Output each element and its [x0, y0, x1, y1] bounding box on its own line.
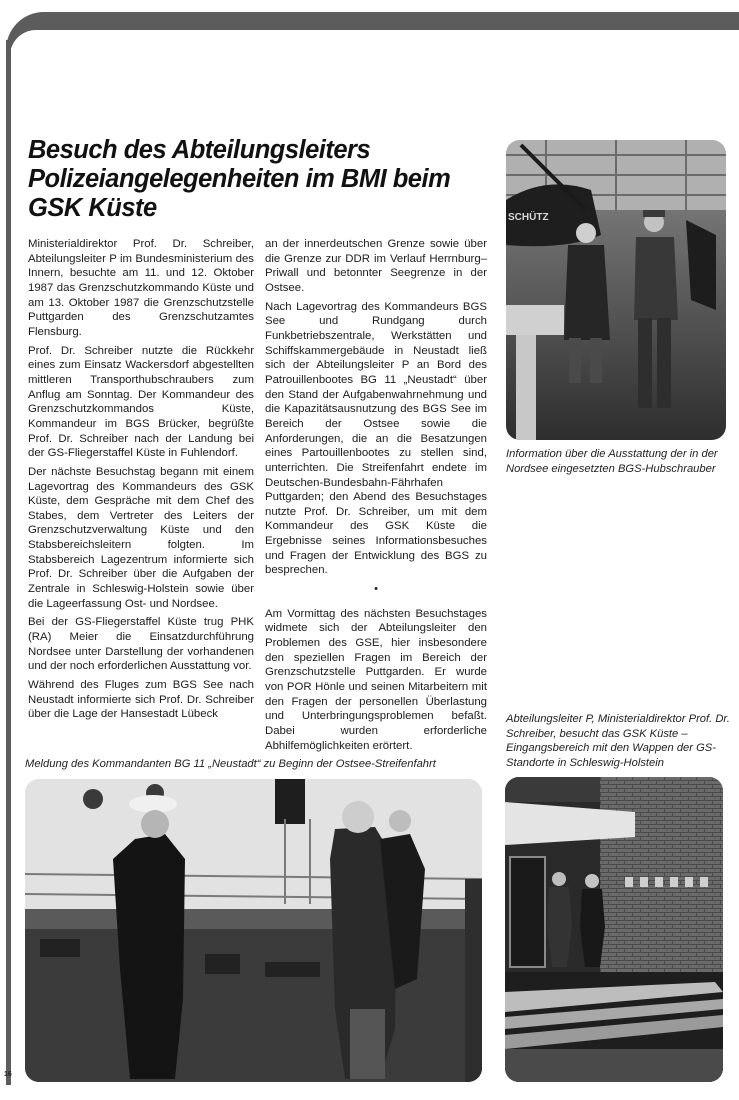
- photo-ship-image: [25, 779, 482, 1082]
- section-separator: •: [374, 583, 378, 596]
- paragraph: Bei der GS-Fliegerstaffel Küste trug PHK (RA) Meier die Einsatzdurchführung Nordsee unter Darstellung der vorhandenen und der noch erforderlichen Ausstattung vor.: [28, 616, 254, 673]
- paragraph: Der nächste Besuchstag begann mit einem Lagevortrag des Kommandeurs des GSK Küste, dem Gespräche mit dem Chef des Stabes, dem Vertreter des Leiters der Grenzschutzverwaltung Küste und den Stabsbereichsleitern folgten. Im Stabsbereich Lagezentrum informierte sich Prof. Dr. Schreiber über die Aufgaben der Zentrale in Schleswig-Holstein sowie über die Lageerfassung Ost- und Nordsee.: [28, 465, 254, 610]
- photo-helicopter-hangar: [506, 140, 726, 440]
- caption-entrance: Abteilungsleiter P, Ministerialdirektor Prof. Dr. Schreiber, besucht das GSK Küste – Eingangsbereich mit den Wappen der GS-Standorte in Schleswig-Holstein: [506, 713, 730, 769]
- text-column-2: [265, 237, 487, 757]
- article-title: Besuch des Abteilungsleiters Polizeiangelegenheiten im BMI beim GSK Küste: [28, 136, 451, 222]
- paragraph: Am Vormittag des nächsten Besuchstages widmete sich der Abteilungsleiter den Problemen des GSE, hier insbesondere den speziellen Fragen im Bereich der Grenzschutzstelle Puttgarden. Er wurde von POR Hönle und seinen Mitarbeitern mit den Fragen der personellen Überlastung und Unterbringungsproblemen befaßt. Dabei wurden erforderliche Abhilfemöglichkeiten erörtert.: [265, 607, 487, 752]
- paragraph: Während des Fluges zum BGS See nach Neustadt informierte sich Prof. Dr. Schreiber über die Lage der Hansestadt Lübeck: [28, 679, 254, 721]
- photo-entrance-image: [505, 777, 723, 1082]
- caption-helicopter: Information über die Ausstattung der in der Nordsee eingesetzten BGS-Hubschrauber: [506, 448, 718, 475]
- paragraph: Prof. Dr. Schreiber nutzte die Rückkehr eines zum Einsatz Wackersdorf abgestellten mittleren Transporthubschraubers zum Anflug am Sonntag. Der Kommandeur des Grenzschutzkommandos Küste, Kommandeur im BGS Brücker, begrüßte Prof. Dr. Schreiber nach der Landung bei der GS-Fliegerstaffel Küste in Fuhlendorf.: [28, 344, 254, 460]
- text-column-1: [28, 237, 254, 726]
- photo-ship-deck: [25, 779, 482, 1082]
- photo-helicopter-image: [506, 140, 726, 440]
- helicopter-lettering: SCHÜTZ: [508, 212, 549, 223]
- paragraph: Nach Lagevortrag des Kommandeurs BGS See und Rundgang durch Funkbetriebszentrale, Werkstätten und Schiffskammergebäude in Neustadt ließ sich der Abteilungsleiter P an Bord des Patrouillenbootes BG 11 „Neustadt“ über den Stand der Aufgabenwahrnehmung und die Kapazitätsausnutzung des BGS See im Bereich der Ostsee sowie die Anforderungen, die an die Besatzungen eines Partouillenbootes zu stellen sind, unterrichten. Die Streifenfahrt endete im Deutschen-Bundesbahn-Fährhafen Puttgarden; den Abend des Besuchstages nutzte Prof. Dr. Schreiber, um mit dem Kommandeur des GSK Küste die Ergebnisse seines Informationsbesuches und Fragen der Entwicklung des BGS zu besprechen.: [265, 300, 487, 577]
- left-border-rule: [6, 40, 11, 1085]
- paragraph: an der innerdeutschen Grenze sowie über die Grenze zur DDR im Verlauf Herrnburg–Priwall und betonnter Seegrenze in der Ostsee.: [265, 238, 487, 294]
- photo-entrance: [505, 777, 723, 1082]
- paragraph: Ministerialdirektor Prof. Dr. Schreiber, Abteilungsleiter P im Bundesministerium des Innern, besuchte am 11. und 12. Oktober 1987 das Grenzschutzkommando Küste und am 13. Oktober 1987 die Grenzschutzstelle Puttgarden des Grenzschutzamtes Flensburg.: [28, 238, 254, 338]
- caption-ship: Meldung des Kommandanten BG 11 „Neustadt“ zu Beginn der Ostsee-Streifenfahrt: [25, 758, 436, 770]
- header-band-inner: [10, 30, 739, 60]
- page-number: 16: [4, 1071, 12, 1078]
